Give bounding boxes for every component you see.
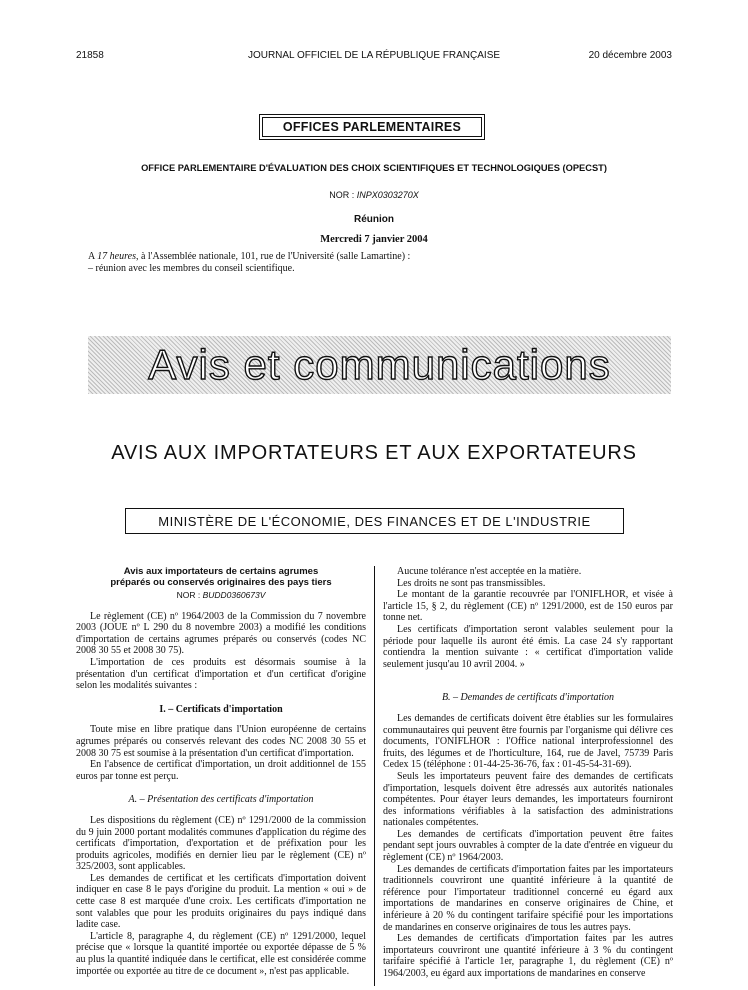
section-a-paragraph-3: L'article 8, paragraphe 4, du règlement (CE) nº 1291/2000, lequel précise que « lorsque la quantité importée ou exportée dépasse de 5 % au plus la quantité indiquée dans le certificat, elle est considérée comme importée ou exportée au titre de ce document », n'est pas applicable. xyxy=(76,930,366,977)
nor-code: INPX0303270X xyxy=(356,190,419,200)
column-divider xyxy=(374,566,375,986)
section-b-paragraph-1: Les demandes de certificats doivent être établies sur les formulaires communautaires qui peuvent être fournis par l'organisme qui délivre ces documents, l'ONIFLHOR : l'Office national interprofessionnel des fruits, des légumes et de l'horticulture, 164, rue de Javel, 75739 Paris Cedex 15 (téléphone : 01-44-25-36-76, fax : 01-45-54-31-69). xyxy=(383,712,673,771)
section-b-paragraph-3: Les demandes de certificats d'importation peuvent être faites pendant sept jours ouvrables à compter de la date d'entrée en vigueur du règlement (CE) nº 1964/2003. xyxy=(383,828,673,864)
section-a-title: A. – Présentation des certificats d'importation xyxy=(128,794,314,806)
offices-title-box xyxy=(259,114,485,140)
meeting-title: Réunion xyxy=(354,214,394,225)
right-paragraph-1: Aucune tolérance n'est acceptée en la matière. xyxy=(397,566,582,577)
ministry-name: MINISTÈRE DE L'ÉCONOMIE, DES FINANCES ET DE L'INDUSTRIE xyxy=(158,513,591,529)
right-column xyxy=(383,566,673,980)
section-b-paragraph-5: Les demandes de certificats d'importation faites par les autres importateurs couvriront une quantité inférieure à 3 % du contingent tarifaire spécifié à l'article 1er, paragraphe 1, du règlement (CE) nº 1964/2003, eu égard aux importations de mandarines en conserve xyxy=(383,933,673,979)
left-column xyxy=(76,566,366,977)
meeting-date: Mercredi 7 janvier 2004 xyxy=(320,234,428,245)
office-name: OFFICE PARLEMENTAIRE D'ÉVALUATION DES CHOIX SCIENTIFIQUES ET TECHNOLOGIQUES (OPECST) xyxy=(141,163,607,173)
header-date: 20 décembre 2003 xyxy=(588,50,672,61)
offices-title: OFFICES PARLEMENTAIRES xyxy=(262,117,482,137)
meeting-prefix: A xyxy=(88,251,98,262)
article-nor-label: NOR : xyxy=(176,590,203,600)
avis-title: AVIS AUX IMPORTATEURS ET AUX EXPORTATEURS xyxy=(111,442,637,464)
article-nor-code: BUDD0360673V xyxy=(202,590,266,600)
right-paragraph-3: Le montant de la garantie recouvrée par l'ONIFLHOR, et visée à l'article 15, § 2, du règlement (CE) nº 1291/2000, est de 150 euros par tonne net. xyxy=(383,589,673,624)
section-b-paragraph-4: Les demandes de certificats d'importation faites par les importateurs traditionnels couvriront une quantité inférieure à la quantité de référence pour l'importateur traditionnel concerné eu égard aux importations de mandarines en conserve originaires de Chine, et inférieure à 20 % du contingent tarifaire spécifié pour les importations de mandarines en conserve originaires de tous les autres pays. xyxy=(383,863,673,933)
intro-paragraph-1: Le règlement (CE) nº 1964/2003 de la Commission du 7 novembre 2003 (JOUE nº L 290 du 8 novembre 2003) a modifié les conditions d'importation de certains agrumes préparés ou conservés (codes NC 2008 30 55 et 2008 30 75). xyxy=(76,610,366,657)
section-b-title: B. – Demandes de certificats d'importation xyxy=(441,692,615,704)
ministry-box xyxy=(125,508,624,534)
avis-banner xyxy=(88,336,671,394)
article-title xyxy=(76,566,366,588)
offices-nor xyxy=(0,190,748,200)
section-1-title: I. – Certificats d'importation xyxy=(159,703,283,715)
meeting-time: 17 heures xyxy=(97,251,136,262)
section-a-paragraph-1: Les dispositions du règlement (CE) nº 1291/2000 de la commission du 9 juin 2000 portant modalités communes d'application du régime des certificats d'importation, d'exportation et de préfixation pour les produits agricoles, modifiés en dernier lieu par le règlement (CE) nº 325/2003, sont applicables. xyxy=(76,814,366,873)
article-title-line-1: Avis aux importateurs de certains agrumes xyxy=(123,566,319,577)
banner-title: Avis et communications xyxy=(148,341,611,388)
meeting-line-1 xyxy=(88,251,410,262)
section-1-paragraph-1: Toute mise en libre pratique dans l'Union européenne de certains agrumes préparés ou conservés relevant des codes NC 2008 30 55 et 2008 30 75 est soumise à la présentation d'un certificat d'importation. xyxy=(76,724,366,759)
journal-title: JOURNAL OFFICIEL DE LA RÉPUBLIQUE FRANÇAISE xyxy=(247,50,501,61)
article-title-line-2: préparés ou conservés originaires des pays tiers xyxy=(110,577,332,588)
meeting-location: , à l'Assemblée nationale, 101, rue de l'Université (salle Lamartine) : xyxy=(135,251,411,262)
article-nor xyxy=(76,590,366,602)
right-paragraph-2: Les droits ne sont pas transmissibles. xyxy=(397,577,546,589)
section-a-paragraph-2: Les demandes de certificat et les certificats d'importation doivent indiquer en case 8 le pays d'origine du produit. La mention « oui » de cette case 8 est marquée d'une croix. Les certificats d'importation ne sont valables que pour les produits originaires du pays indiqué dans ladite case. xyxy=(76,872,366,931)
right-paragraph-4: Les certificats d'importation seront valables seulement pour la période pour laquelle ils auront été émis. La case 24 s'y rapportant contiendra la mention suivante : « certificat d'importation valide seulement jusqu'au 10 avril 2004. » xyxy=(383,623,673,670)
nor-label: NOR : xyxy=(329,190,357,200)
intro-paragraph-2: L'importation de ces produits est désormais soumise à la présentation d'un certificat d'importation et d'un certificat d'origine selon les modalités suivantes : xyxy=(76,656,366,692)
meeting-line-2: – réunion avec les membres du conseil scientifique. xyxy=(88,263,295,274)
page-number: 21858 xyxy=(76,50,104,61)
section-1-paragraph-2: En l'absence de certificat d'importation, un droit additionnel de 155 euros par tonne est perçu. xyxy=(76,759,366,782)
section-b-paragraph-2: Seuls les importateurs peuvent faire des demandes de certificats d'importation, lesquels doivent être adressés aux autorités nationales compétentes. Pour étayer leurs demandes, les importateurs fourniront des informations vérifiables à la satisfaction des administrations nationales compétentes. xyxy=(383,770,673,829)
